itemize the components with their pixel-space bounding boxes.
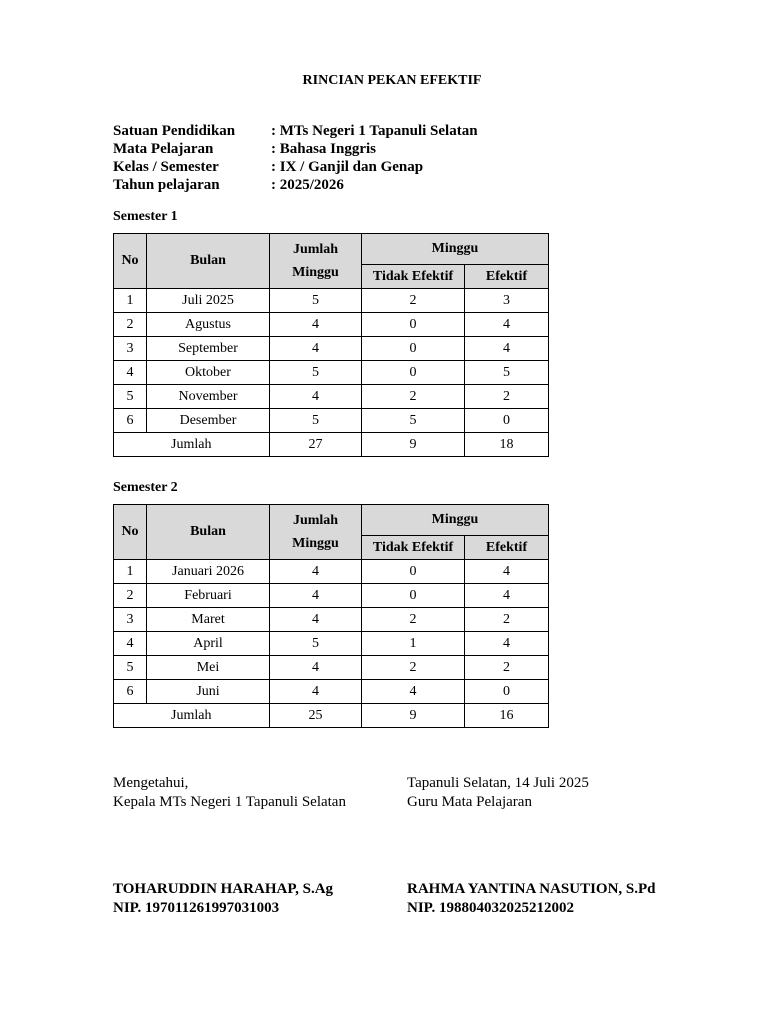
header-bulan: Bulan xyxy=(147,505,270,560)
header-jumlah-minggu xyxy=(270,505,362,560)
cell-efektif: 2 xyxy=(465,656,549,680)
total-efektif: 16 xyxy=(465,704,549,728)
cell-jumlah: 4 xyxy=(270,337,362,361)
total-tidak-efektif: 9 xyxy=(362,704,465,728)
cell-bulan: September xyxy=(147,337,270,361)
cell-bulan: Juli 2025 xyxy=(147,289,270,313)
signature-left-name-block xyxy=(113,880,333,918)
cell-no: 2 xyxy=(114,584,147,608)
table-row xyxy=(114,409,549,433)
signature-right-line2: Guru Mata Pelajaran xyxy=(407,794,532,810)
cell-no: 2 xyxy=(114,313,147,337)
table-row xyxy=(114,632,549,656)
cell-jumlah: 4 xyxy=(270,584,362,608)
table-row xyxy=(114,608,549,632)
info-row xyxy=(113,122,478,140)
cell-efektif: 5 xyxy=(465,361,549,385)
cell-bulan: Juni xyxy=(147,680,270,704)
cell-efektif: 0 xyxy=(465,680,549,704)
cell-efektif: 4 xyxy=(465,313,549,337)
cell-bulan: April xyxy=(147,632,270,656)
cell-jumlah: 4 xyxy=(270,560,362,584)
signature-left-name: TOHARUDDIN HARAHAP, S.Ag xyxy=(113,881,334,897)
info-label: Tahun pelajaran xyxy=(113,177,220,193)
cell-bulan: Maret xyxy=(147,608,270,632)
info-label: Satuan Pendidikan xyxy=(113,123,236,139)
cell-tidak-efektif: 0 xyxy=(362,361,465,385)
cell-efektif: 4 xyxy=(465,560,549,584)
table-row xyxy=(114,656,549,680)
cell-tidak-efektif: 2 xyxy=(362,289,465,313)
cell-tidak-efektif: 2 xyxy=(362,385,465,409)
semester-1-table xyxy=(113,233,549,457)
table-row xyxy=(114,289,549,313)
cell-bulan: Mei xyxy=(147,656,270,680)
cell-efektif: 2 xyxy=(465,385,549,409)
info-block xyxy=(113,122,478,194)
cell-efektif: 4 xyxy=(465,584,549,608)
info-label: Kelas / Semester xyxy=(113,159,219,175)
cell-jumlah: 4 xyxy=(270,656,362,680)
semester-2-label: Semester 2 xyxy=(113,480,178,495)
info-value: : 2025/2026 xyxy=(271,177,344,193)
semester-2-table xyxy=(113,504,549,728)
cell-no: 3 xyxy=(114,608,147,632)
total-tidak-efektif: 9 xyxy=(362,433,465,457)
header-jumlah-minggu xyxy=(270,234,362,289)
header-minggu: Minggu xyxy=(362,505,549,536)
cell-jumlah: 4 xyxy=(270,385,362,409)
info-value: : Bahasa Inggris xyxy=(271,141,377,157)
cell-no: 4 xyxy=(114,632,147,656)
total-jumlah: 25 xyxy=(270,704,362,728)
info-value: : IX / Ganjil dan Genap xyxy=(271,159,424,175)
cell-no: 1 xyxy=(114,560,147,584)
signature-left-line2: Kepala MTs Negeri 1 Tapanuli Selatan xyxy=(113,794,346,810)
cell-efektif: 4 xyxy=(465,632,549,656)
cell-jumlah: 4 xyxy=(270,313,362,337)
cell-bulan: Oktober xyxy=(147,361,270,385)
cell-bulan: Februari xyxy=(147,584,270,608)
header-bulan: Bulan xyxy=(147,234,270,289)
table-row xyxy=(114,337,549,361)
header-no: No xyxy=(114,234,147,289)
signature-left xyxy=(113,774,346,812)
signature-right-line1: Tapanuli Selatan, 14 Juli 2025 xyxy=(407,775,589,791)
cell-jumlah: 5 xyxy=(270,289,362,313)
cell-no: 6 xyxy=(114,409,147,433)
signature-right xyxy=(407,774,589,812)
cell-efektif: 0 xyxy=(465,409,549,433)
signature-right-nip: NIP. 198804032025212002 xyxy=(407,900,574,916)
info-row xyxy=(113,158,478,176)
total-row xyxy=(114,704,549,728)
header-jumlah-text: Jumlah xyxy=(292,242,339,257)
cell-tidak-efektif: 2 xyxy=(362,608,465,632)
table-row xyxy=(114,560,549,584)
header-efektif: Efektif xyxy=(465,536,549,560)
header-minggu: Minggu xyxy=(362,234,549,265)
signature-right-name-block xyxy=(407,880,656,918)
header-no: No xyxy=(114,505,147,560)
cell-jumlah: 5 xyxy=(270,361,362,385)
cell-tidak-efektif: 4 xyxy=(362,680,465,704)
cell-no: 5 xyxy=(114,385,147,409)
header-tidak-efektif: Tidak Efektif xyxy=(362,265,465,289)
signature-right-name: RAHMA YANTINA NASUTION, S.Pd xyxy=(407,881,656,897)
table-row xyxy=(114,385,549,409)
cell-tidak-efektif: 0 xyxy=(362,337,465,361)
cell-bulan: Desember xyxy=(147,409,270,433)
header-jumlah-text: Jumlah xyxy=(292,513,339,528)
cell-tidak-efektif: 0 xyxy=(362,584,465,608)
cell-jumlah: 5 xyxy=(270,632,362,656)
header-minggu-text: Minggu xyxy=(292,536,339,551)
table-row xyxy=(114,313,549,337)
cell-jumlah: 4 xyxy=(270,608,362,632)
header-efektif: Efektif xyxy=(465,265,549,289)
cell-tidak-efektif: 2 xyxy=(362,656,465,680)
cell-no: 4 xyxy=(114,361,147,385)
signature-left-line1: Mengetahui, xyxy=(113,775,189,791)
cell-tidak-efektif: 0 xyxy=(362,313,465,337)
info-row xyxy=(113,140,478,158)
cell-no: 3 xyxy=(114,337,147,361)
total-row xyxy=(114,433,549,457)
total-efektif: 18 xyxy=(465,433,549,457)
cell-bulan: November xyxy=(147,385,270,409)
header-minggu-text: Minggu xyxy=(292,265,339,280)
cell-no: 6 xyxy=(114,680,147,704)
info-label: Mata Pelajaran xyxy=(113,141,214,157)
cell-no: 5 xyxy=(114,656,147,680)
cell-no: 1 xyxy=(114,289,147,313)
total-label: Jumlah xyxy=(114,433,270,457)
info-row xyxy=(113,176,478,194)
document-title: RINCIAN PEKAN EFEKTIF xyxy=(302,73,482,88)
cell-bulan: Agustus xyxy=(147,313,270,337)
semester-1-label: Semester 1 xyxy=(113,209,178,224)
cell-jumlah: 4 xyxy=(270,680,362,704)
cell-bulan: Januari 2026 xyxy=(147,560,270,584)
cell-tidak-efektif: 0 xyxy=(362,560,465,584)
table-row xyxy=(114,584,549,608)
total-jumlah: 27 xyxy=(270,433,362,457)
table-row xyxy=(114,680,549,704)
signature-left-nip: NIP. 197011261997031003 xyxy=(113,900,280,916)
cell-tidak-efektif: 5 xyxy=(362,409,465,433)
cell-efektif: 2 xyxy=(465,608,549,632)
cell-efektif: 3 xyxy=(465,289,549,313)
info-value: : MTs Negeri 1 Tapanuli Selatan xyxy=(271,123,478,139)
cell-jumlah: 5 xyxy=(270,409,362,433)
cell-efektif: 4 xyxy=(465,337,549,361)
total-label: Jumlah xyxy=(114,704,270,728)
cell-tidak-efektif: 1 xyxy=(362,632,465,656)
header-tidak-efektif: Tidak Efektif xyxy=(362,536,465,560)
table-row xyxy=(114,361,549,385)
